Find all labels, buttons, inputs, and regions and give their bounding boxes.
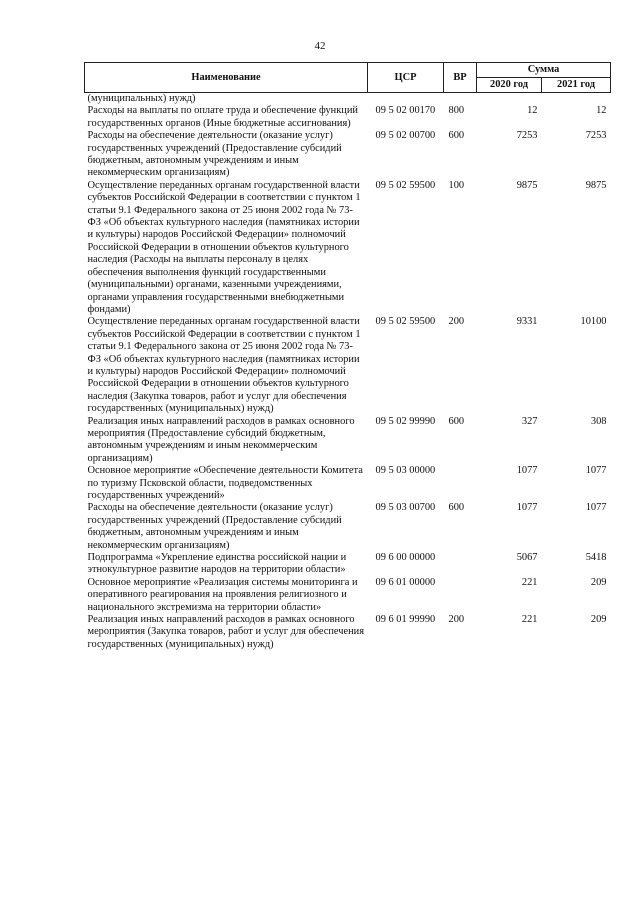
table-row bbox=[85, 180, 611, 316]
header-name: Наименование bbox=[85, 63, 368, 93]
row-vr-cell bbox=[444, 577, 477, 614]
row-sum-2020-cell: 12 bbox=[527, 105, 538, 117]
row-name-cell: (муниципальных) нужд) bbox=[87, 93, 196, 104]
row-vr-cell: 800 bbox=[448, 105, 465, 117]
row-csr-cell: 09 6 01 00000 bbox=[375, 576, 436, 588]
row-csr-cell: 09 5 02 59500 bbox=[375, 316, 436, 328]
header-year-2020: 2020 год bbox=[477, 78, 542, 93]
row-sum-2021-cell: 209 bbox=[590, 614, 607, 626]
row-sum-2021-cell: 7253 bbox=[585, 130, 607, 142]
row-vr-cell: 600 bbox=[448, 502, 465, 514]
header-vr: ВР bbox=[444, 63, 477, 93]
row-csr-cell bbox=[368, 93, 444, 106]
table-row bbox=[85, 93, 611, 106]
row-sum-2021-cell: 1077 bbox=[585, 465, 607, 477]
row-vr-cell bbox=[444, 552, 477, 577]
row-name-cell: Реализация иных направлений расходов в рамках основного мероприятия (Предоставление субсидий бюджетным, автономным учреждениям и иным некоммерческим организациям) bbox=[87, 415, 355, 464]
header-csr: ЦСР bbox=[368, 63, 444, 93]
row-sum-2020-cell: 327 bbox=[521, 415, 538, 427]
row-name-cell: Расходы на обеспечение деятельности (оказание услуг) государственных учреждений (Предоставление субсидий бюджетным, автономным учреждениям и иным некоммерческим организациям) bbox=[87, 502, 342, 551]
row-sum-2021-cell: 1077 bbox=[585, 502, 607, 514]
row-name-cell: Подпрограмма «Укрепление единства российской нации и этнокультурное развитие народов на территории области» bbox=[87, 552, 347, 576]
table-row bbox=[85, 316, 611, 415]
row-name-cell: Расходы на обеспечение деятельности (оказание услуг) государственных учреждений (Предоставление субсидий бюджетным, автономным учреждениям и иным некоммерческим организациям) bbox=[87, 130, 342, 179]
row-csr-cell: 09 5 02 99990 bbox=[375, 415, 436, 427]
row-sum-2020-cell: 1077 bbox=[516, 502, 538, 514]
row-sum-2021-cell: 209 bbox=[590, 576, 607, 588]
row-sum-2020-cell bbox=[477, 93, 542, 106]
table-row bbox=[85, 416, 611, 466]
row-sum-2020-cell: 9331 bbox=[516, 316, 538, 328]
row-csr-cell: 09 5 02 00170 bbox=[375, 105, 436, 117]
row-sum-2021-cell: 10100 bbox=[580, 316, 607, 328]
table-row bbox=[85, 130, 611, 180]
row-vr-cell: 600 bbox=[448, 130, 465, 142]
row-sum-2020-cell: 9875 bbox=[516, 179, 538, 191]
row-csr-cell: 09 5 03 00000 bbox=[375, 465, 436, 477]
table-body bbox=[85, 93, 611, 652]
row-sum-2021-cell bbox=[542, 93, 611, 106]
budget-table bbox=[84, 62, 611, 651]
page-number: 42 bbox=[314, 40, 326, 52]
row-csr-cell: 09 5 03 00700 bbox=[375, 502, 436, 514]
row-csr-cell: 09 6 00 00000 bbox=[375, 552, 436, 564]
row-sum-2020-cell: 221 bbox=[521, 614, 538, 626]
row-name-cell: Осуществление переданных органам государственной власти субъектов Российской Федерации в соответствии с пунктом 1 статьи 9.1 Федерального закона от 25 июня 2002 года № 73-ФЗ «Об объектах культурного наследия (памятниках истории и культуры) народов Российской Федерации» полномочий Российской Федерации в отношении объектов культурного наследия (Расходы на выплаты персоналу в целях обеспечения выполнения функций государственными (муниципальными) органами, казенными учреждениями, органами управления государственными внебюджетными фондами) bbox=[87, 179, 361, 315]
row-vr-cell bbox=[444, 465, 477, 502]
row-name-cell: Основное мероприятие «Реализация системы мониторинга и оперативного реагирования на проявления религиозного и национального экстремизма на территории области» bbox=[87, 576, 358, 613]
row-sum-2021-cell: 12 bbox=[596, 105, 607, 117]
table-header bbox=[85, 63, 611, 93]
row-sum-2021-cell: 9875 bbox=[585, 179, 607, 191]
table-row bbox=[85, 614, 611, 651]
row-vr-cell: 600 bbox=[448, 415, 465, 427]
header-sum: Сумма bbox=[477, 63, 611, 78]
row-sum-2020-cell: 221 bbox=[521, 576, 538, 588]
row-sum-2020-cell: 5067 bbox=[516, 552, 538, 564]
row-csr-cell: 09 5 02 00700 bbox=[375, 130, 436, 142]
table-row bbox=[85, 465, 611, 502]
row-name-cell: Осуществление переданных органам государственной власти субъектов Российской Федерации в соответствии с пунктом 1 статьи 9.1 Федерального закона от 25 июня 2002 года № 73-ФЗ «Об объектах культурного наследия (памятниках истории и культуры) народов Российской Федерации» полномочий Российской Федерации в отношении объектов культурного наследия (Закупка товаров, работ и услуг для обеспечения государственных (муниципальных) нужд) bbox=[87, 316, 361, 415]
row-sum-2021-cell: 5418 bbox=[585, 552, 607, 564]
row-vr-cell: 200 bbox=[448, 614, 465, 626]
row-vr-cell bbox=[444, 93, 477, 106]
row-sum-2020-cell: 7253 bbox=[516, 130, 538, 142]
row-sum-2020-cell: 1077 bbox=[516, 465, 538, 477]
row-vr-cell: 200 bbox=[448, 316, 465, 328]
header-year-2021: 2021 год bbox=[542, 78, 611, 93]
row-name-cell: Расходы на выплаты по оплате труда и обеспечение функций государственных органов (Иные бюджетные ассигнования) bbox=[87, 105, 358, 129]
row-csr-cell: 09 5 02 59500 bbox=[375, 179, 436, 191]
table-row bbox=[85, 577, 611, 614]
row-sum-2021-cell: 308 bbox=[590, 415, 607, 427]
table-row bbox=[85, 552, 611, 577]
table-row bbox=[85, 502, 611, 552]
row-csr-cell: 09 6 01 99990 bbox=[375, 614, 436, 626]
row-vr-cell: 100 bbox=[448, 179, 465, 191]
row-name-cell: Основное мероприятие «Обеспечение деятельности Комитета по туризму Псковской области, подведомственных государственных учреждений» bbox=[87, 465, 363, 501]
row-name-cell: Реализация иных направлений расходов в рамках основного мероприятия (Закупка товаров, работ и услуг для обеспечения государственных (муниципальных) нужд) bbox=[87, 614, 364, 650]
table-row bbox=[85, 105, 611, 130]
